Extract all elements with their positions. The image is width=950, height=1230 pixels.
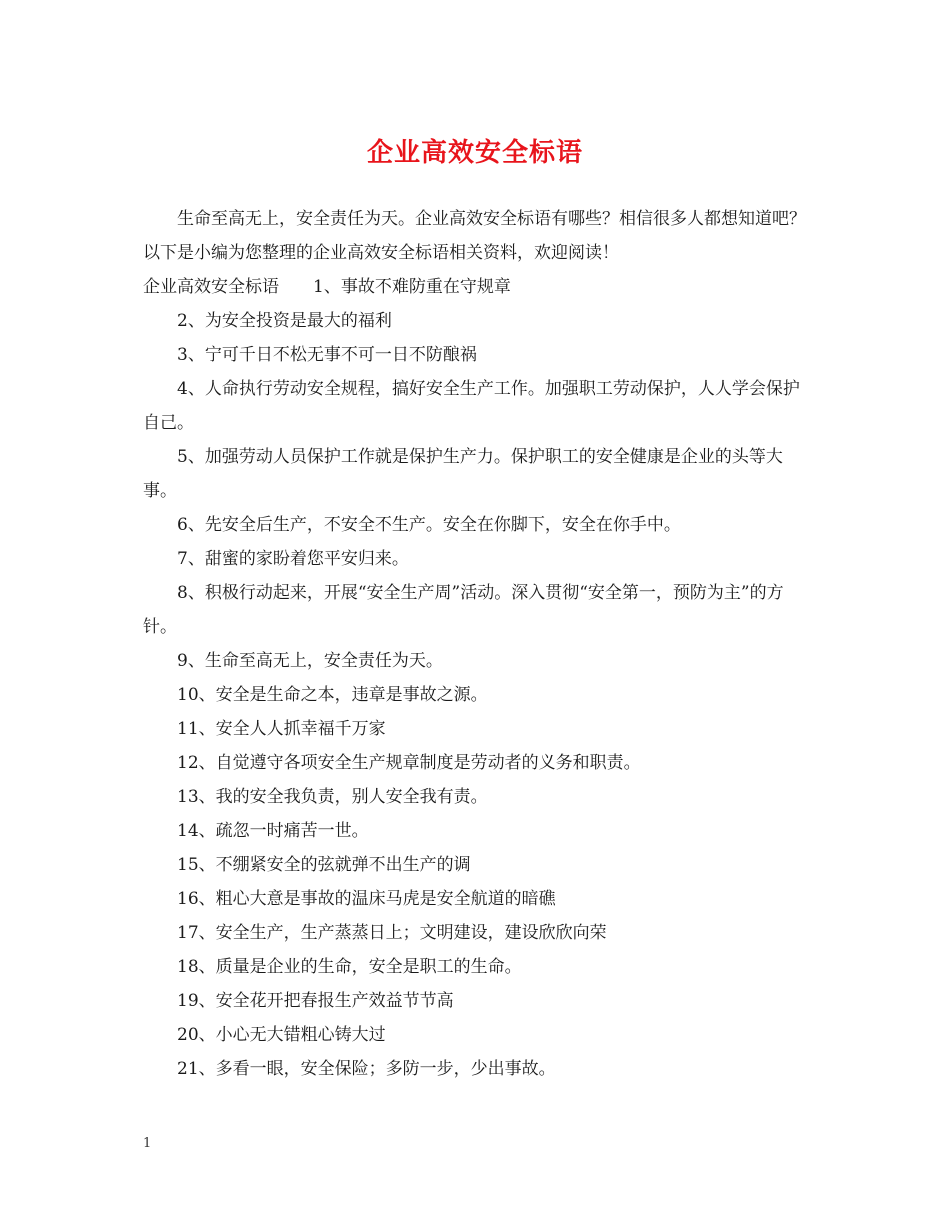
slogan-item: 18、质量是企业的生命，安全是职工的生命。 <box>177 957 522 977</box>
slogan-item: 8、积极行动起来，开展“安全生产周”活动。深入贯彻“安全第一，预防为主”的方针。 <box>143 583 784 637</box>
slogan-item: 2、为安全投资是最大的福利 <box>177 311 392 331</box>
slogan-item: 13、我的安全我负责，别人安全我有责。 <box>177 787 488 807</box>
document-title: 企业高效安全标语 <box>366 138 583 168</box>
slogan-item: 12、自觉遵守各项安全生产规章制度是劳动者的义务和职责。 <box>177 753 641 773</box>
slogan-item: 6、先安全后生产，不安全不生产。安全在你脚下，安全在你手中。 <box>177 515 681 535</box>
slogan-item: 10、安全是生命之本，违章是事故之源。 <box>177 685 488 705</box>
intro-paragraph: 生命至高无上，安全责任为天。企业高效安全标语有哪些？相信很多人都想知道吧？以下是小编为您整理的企业高效安全标语相关资料，欢迎阅读！ <box>143 209 806 263</box>
slogan-item: 4、人命执行劳动安全规程，搞好安全生产工作。加强职工劳动保护，人人学会保护自己。 <box>143 379 800 433</box>
slogan-item: 16、粗心大意是事故的温床马虎是安全航道的暗礁 <box>177 889 556 909</box>
slogan-item: 9、生命至高无上，安全责任为天。 <box>177 651 443 671</box>
document-body <box>143 202 813 1086</box>
slogan-item: 20、小心无大错粗心铸大过 <box>177 1025 386 1045</box>
slogan-item: 5、加强劳动人员保护工作就是保护生产力。保护职工的安全健康是企业的头等大事。 <box>143 447 783 501</box>
page-number: 1 <box>143 1136 152 1151</box>
slogan-item: 3、宁可千日不松无事不可一日不防酿祸 <box>177 345 477 365</box>
slogan-item: 17、安全生产，生产蒸蒸日上；文明建设，建设欣欣向荣 <box>177 923 607 943</box>
slogan-item: 21、多看一眼，安全保险；多防一步，少出事故。 <box>177 1059 556 1079</box>
slogan-item: 19、安全花开把春报生产效益节节高 <box>177 991 454 1011</box>
first-line: 企业高效安全标语 1、事故不难防重在守规章 <box>143 277 511 297</box>
slogan-item: 15、不绷紧安全的弦就弹不出生产的调 <box>177 855 471 875</box>
slogan-item: 11、安全人人抓幸福千万家 <box>177 719 386 739</box>
slogan-item: 7、甜蜜的家盼着您平安归来。 <box>177 549 409 569</box>
slogan-item: 14、疏忽一时痛苦一世。 <box>177 821 369 841</box>
